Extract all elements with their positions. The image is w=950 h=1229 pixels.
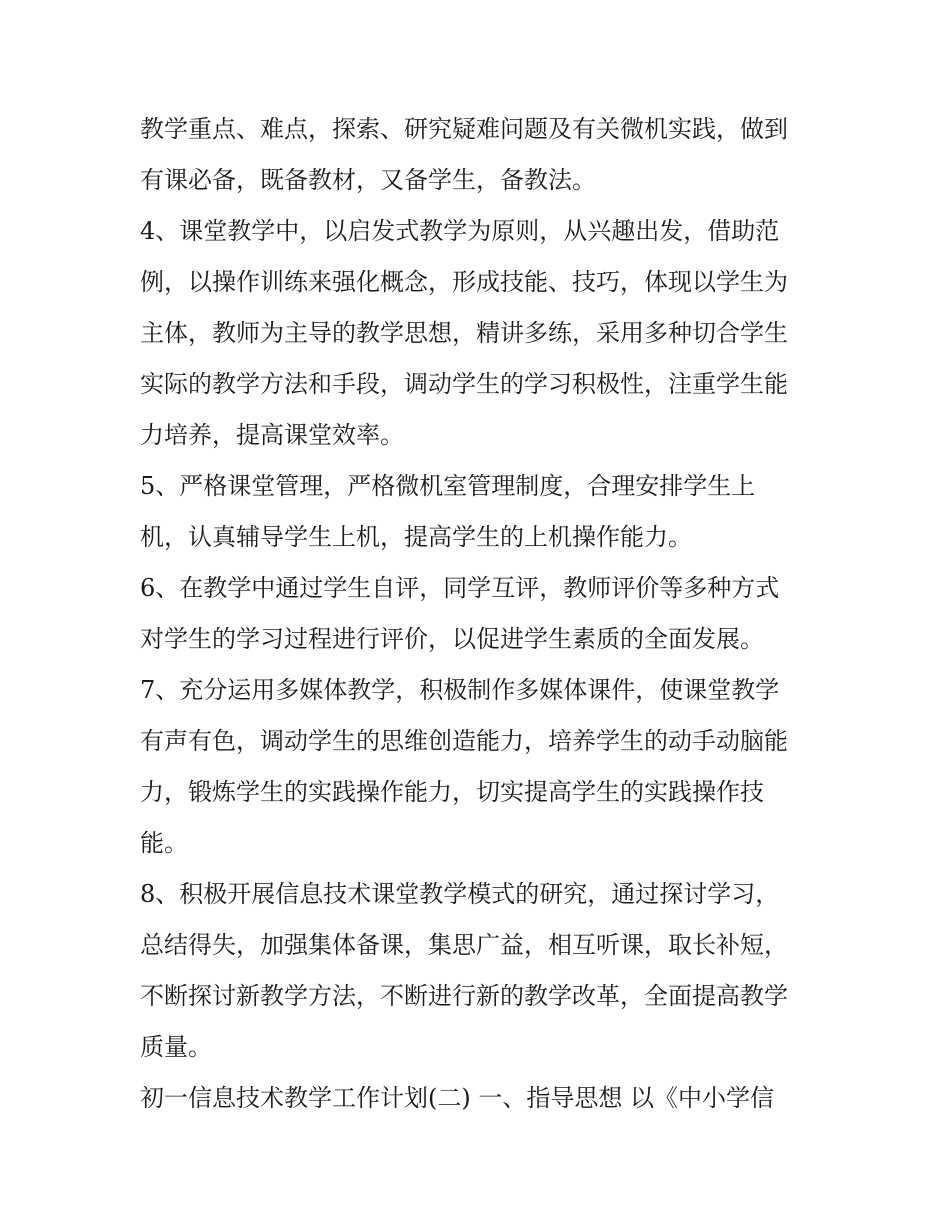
text-line: 初一信息技术教学工作计划(二) 一、指导思想 以《中小学信 — [140, 1084, 774, 1112]
paragraph-continued-teaching-prep — [140, 104, 820, 206]
text-line: 6、在教学中通过学生自评，同学互评，教师评价等多种方式 — [140, 574, 780, 602]
text-line: 有声有色，调动学生的思维创造能力，培养学生的动手动脑能 — [140, 727, 788, 755]
paragraph-item-6 — [140, 563, 820, 665]
text-line: 8、积极开展信息技术课堂教学模式的研究，通过探讨学习， — [140, 880, 780, 908]
text-line: 力，锻炼学生的实践操作能力，切实提高学生的实践操作技 — [140, 778, 764, 806]
text-line: 质量。 — [140, 1033, 212, 1061]
text-line: 例，以操作训练来强化概念，形成技能、技巧，体现以学生为 — [140, 268, 788, 296]
text-line: 7、充分运用多媒体教学，积极制作多媒体课件，使课堂教学 — [140, 676, 780, 704]
paragraph-item-4 — [140, 206, 820, 461]
text-line: 机，认真辅导学生上机，提高学生的上机操作能力。 — [140, 523, 692, 551]
text-line: 力培养，提高课堂效率。 — [140, 421, 404, 449]
paragraph-item-5 — [140, 461, 820, 563]
text-line: 总结得失，加强集体备课，集思广益，相互听课，取长补短， — [140, 931, 788, 959]
document-body — [140, 104, 820, 1124]
text-line: 对学生的学习过程进行评价，以促进学生素质的全面发展。 — [140, 625, 764, 653]
paragraph-section-heading — [140, 1073, 820, 1124]
text-line: 实际的教学方法和手段，调动学生的学习积极性，注重学生能 — [140, 370, 788, 398]
text-line: 主体，教师为主导的教学思想，精讲多练，采用多种切合学生 — [140, 319, 788, 347]
text-line: 不断探讨新教学方法，不断进行新的教学改革，全面提高教学 — [140, 982, 788, 1010]
text-line: 能。 — [140, 829, 188, 857]
text-line: 4、课堂教学中，以启发式教学为原则，从兴趣出发，借助范 — [140, 217, 780, 245]
text-line: 有课必备，既备教材，又备学生，备教法。 — [140, 166, 596, 194]
paragraph-item-7 — [140, 665, 820, 869]
text-line: 教学重点、难点，探索、研究疑难问题及有关微机实践，做到 — [140, 115, 788, 143]
paragraph-item-8 — [140, 869, 820, 1073]
text-line: 5、严格课堂管理，严格微机室管理制度，合理安排学生上 — [140, 472, 756, 500]
